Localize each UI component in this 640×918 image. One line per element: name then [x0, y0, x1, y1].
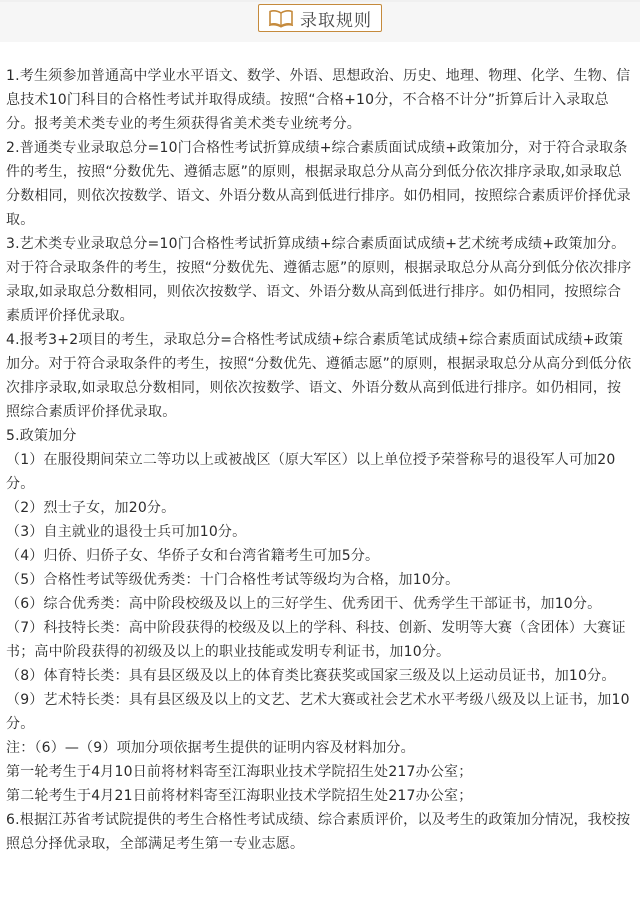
- second-round-deadline: 第二轮考生于4月21日前将材料寄至江海职业技术学院招生处217办公室；: [6, 788, 473, 804]
- policy-item-2: （2）烈士子女，加20分。: [6, 500, 176, 516]
- section-title: 录取规则: [300, 10, 372, 31]
- rule-paragraph-6: 6.根据江苏省考试院提供的考生合格性考试成绩、综合素质评价，以及考生的政策加分情况，我校按照总分择优录取，全部满足考生第一专业志愿。: [6, 812, 631, 852]
- policy-item-6: （6）综合优秀类：高中阶段校级及以上的三好学生、优秀团干、优秀学生干部证书，加10分。: [6, 596, 602, 612]
- policy-item-4: （4）归侨、归侨子女、华侨子女和台湾省籍考生可加5分。: [6, 548, 380, 564]
- header-divider: [0, 0, 640, 2]
- policy-item-9: （9）艺术特长类：具有县区级及以上的文艺、艺术大赛或社会艺术水平考级八级及以上证书，加10分。: [6, 692, 630, 732]
- policy-item-3: （3）自主就业的退役士兵可加10分。: [6, 524, 247, 540]
- open-book-icon: [268, 8, 294, 28]
- policy-item-5: （5）合格性考试等级优秀类：十门合格性考试等级均为合格，加10分。: [6, 572, 460, 588]
- policy-bonus-heading: 5.政策加分: [6, 428, 77, 444]
- section-header: [0, 0, 640, 42]
- rule-paragraph-2: 2.普通类专业录取总分=10门合格性考试折算成绩+综合素质面试成绩+政策加分，对于符合录取条件的考生，按照“分数优先、遵循志愿”的原则，根据录取总分从高分到低分依次排序录取,如录取总分数相同，则依次按数学、语文、外语分数从高到低进行排序。如仍相同，按照综合素质评价择优录取。: [6, 140, 631, 228]
- admission-rules-body: [6, 64, 634, 856]
- section-title-box: [258, 4, 382, 32]
- policy-item-1: （1）在服役期间荣立二等功以上或被战区（原大军区）以上单位授予荣誉称号的退役军人可加20分。: [6, 452, 616, 492]
- rule-paragraph-4: 4.报考3+2项目的考生，录取总分=合格性考试成绩+综合素质笔试成绩+综合素质面试成绩+政策加分。对于符合录取条件的考生，按照“分数优先、遵循志愿”的原则，根据录取总分从高分到低分依次排序录取,如录取总分数相同，则依次按数学、语文、外语分数从高到低进行排序。如仍相同，按照综合素质评价择优录取。: [6, 332, 632, 420]
- policy-item-7: （7）科技特长类：高中阶段获得的校级及以上的学科、科技、创新、发明等大赛（含团体）大赛证书；高中阶段获得的初级及以上的职业技能或发明专利证书，加10分。: [6, 620, 626, 660]
- first-round-deadline: 第一轮考生于4月10日前将材料寄至江海职业技术学院招生处217办公室；: [6, 764, 473, 780]
- rule-paragraph-3: 3.艺术类专业录取总分=10门合格性考试折算成绩+综合素质面试成绩+艺术统考成绩+政策加分。对于符合录取条件的考生，按照“分数优先、遵循志愿”的原则，根据录取总分从高分到低分依次排序录取,如录取总分数相同，则依次按数学、语文、外语分数从高到低进行排序。如仍相同，按照综合素质评价择优录取。: [6, 236, 632, 324]
- rule-paragraph-1: 1.考生须参加普通高中学业水平语文、数学、外语、思想政治、历史、地理、物理、化学、生物、信息技术10门科目的合格性考试并取得成绩。按照“合格+10分，不合格不计分”折算后计入录取总分。报考美术类专业的考生须获得省美术类专业统考分。: [6, 68, 631, 132]
- policy-note: 注：（6）—（9）项加分项依据考生提供的证明内容及材料加分。: [6, 740, 415, 756]
- policy-item-8: （8）体育特长类：具有县区级及以上的体育类比赛获奖或国家三级及以上运动员证书，加10分。: [6, 668, 616, 684]
